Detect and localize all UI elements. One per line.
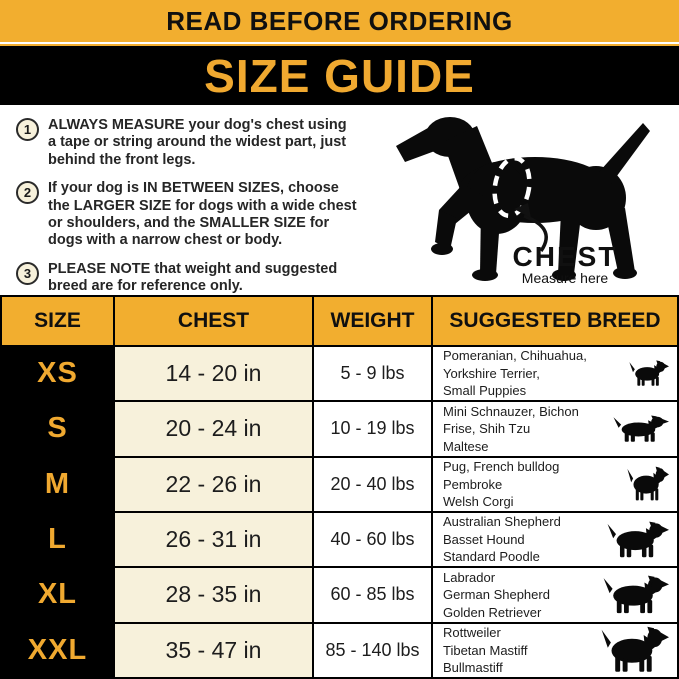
weight-cell-l: 40 - 60 lbs <box>314 513 431 566</box>
breed-list-xxl <box>443 624 528 677</box>
breed-m-line-2: Pembroke <box>443 476 503 492</box>
instruction-2-line-4: dogs with a narrow chest or body. <box>48 232 283 249</box>
breed-cell-m <box>433 458 677 511</box>
breed-m-line-1: Pug, French bulldog <box>443 459 560 475</box>
instruction-2-line-3: or shoulders, and the SMALLER SIZE for <box>48 215 330 232</box>
dachshund-icon <box>613 415 669 443</box>
basset-hound-icon <box>607 521 669 559</box>
instruction-1-line-1: ALWAYS MEASURE your dog's chest using <box>48 117 347 133</box>
chest-label: CHEST <box>512 241 618 272</box>
breed-list-l <box>443 513 561 566</box>
instruction-3-line-1: PLEASE NOTE that weight and suggested <box>48 260 338 277</box>
column-header-breed: SUGGESTED BREED <box>433 297 677 345</box>
breed-s-line-2: Frise, Shih Tzu <box>443 421 531 437</box>
breed-s-line-3: Maltese <box>443 438 489 454</box>
size-guide-title: SIZE GUIDE <box>204 49 475 102</box>
column-header-chest: CHEST <box>115 297 312 345</box>
breed-l-line-3: Standard Poodle <box>443 549 540 565</box>
weight-cell-m: 20 - 40 lbs <box>314 458 431 511</box>
mastiff-icon <box>601 626 669 674</box>
chest-cell-xxl: 35 - 47 in <box>115 624 312 677</box>
breed-xl-line-1: Labrador <box>443 569 496 585</box>
breed-cell-xs <box>433 347 677 400</box>
pug-icon <box>627 466 669 502</box>
breed-cell-xxl <box>433 624 677 677</box>
breed-xl-line-3: Golden Retriever <box>443 604 542 620</box>
chest-cell-xs: 14 - 20 in <box>115 347 312 400</box>
chest-cell-xl: 28 - 35 in <box>115 568 312 621</box>
measure-here-label: Measure here <box>521 270 609 286</box>
breed-xxl-line-3: Bullmastiff <box>443 660 503 676</box>
instruction-item-3 <box>16 261 382 296</box>
instruction-text-3 <box>48 261 337 296</box>
size-table <box>0 295 679 679</box>
weight-cell-xxl: 85 - 140 lbs <box>314 624 431 677</box>
breed-cell-xl <box>433 568 677 621</box>
size-cell-l: L <box>2 513 113 566</box>
breed-list-m <box>443 458 559 511</box>
breed-l-line-1: Australian Shepherd <box>443 514 561 530</box>
breed-cell-s <box>433 402 677 455</box>
size-cell-m: M <box>2 458 113 511</box>
instruction-number-1: 1 <box>16 118 39 141</box>
column-header-weight: WEIGHT <box>314 297 431 345</box>
breed-list-xs <box>443 347 587 400</box>
read-before-ordering-text: READ BEFORE ORDERING <box>166 5 513 36</box>
instruction-text-2 <box>48 180 357 250</box>
breed-xxl-line-1: Rottweiler <box>443 625 501 641</box>
instruction-item-1 <box>16 117 382 169</box>
size-guide-title-banner <box>0 46 679 105</box>
yorkshire-terrier-icon <box>629 360 669 387</box>
instruction-item-2 <box>16 180 382 250</box>
breed-m-line-3: Welsh Corgi <box>443 494 514 510</box>
breed-xs-line-1: Pomeranian, Chihuahua, <box>443 348 587 364</box>
size-cell-xl: XL <box>2 568 113 621</box>
weight-cell-xl: 60 - 85 lbs <box>314 568 431 621</box>
breed-list-s <box>443 403 579 456</box>
instruction-3-line-2: breed are for reference only. <box>48 278 243 295</box>
instruction-text-1 <box>48 117 347 169</box>
instruction-2-line-2: the LARGER SIZE for dogs with a wide chest <box>48 197 357 214</box>
instruction-1-line-3: behind the front legs. <box>48 151 196 168</box>
instructions-list <box>16 117 382 307</box>
breed-xl-line-2: German Shepherd <box>443 587 550 603</box>
chest-cell-s: 20 - 24 in <box>115 402 312 455</box>
breed-cell-l <box>433 513 677 566</box>
read-before-ordering-banner <box>0 0 679 42</box>
breed-s-line-1: Mini Schnauzer, Bichon <box>443 403 579 419</box>
breed-xs-line-3: Small Puppies <box>443 383 527 399</box>
chest-cell-m: 22 - 26 in <box>115 458 312 511</box>
breed-l-line-2: Basset Hound <box>443 531 525 547</box>
breed-xs-line-2: Yorkshire Terrier, <box>443 365 540 381</box>
dog-measurement-diagram <box>393 110 658 290</box>
column-header-size: SIZE <box>2 297 113 345</box>
instruction-1-line-2: a tape or string around the widest part, just <box>48 134 347 151</box>
instruction-number-2: 2 <box>16 181 39 204</box>
chest-cell-l: 26 - 31 in <box>115 513 312 566</box>
dog-silhouette-icon <box>393 110 658 290</box>
weight-cell-s: 10 - 19 lbs <box>314 402 431 455</box>
instruction-number-3: 3 <box>16 262 39 285</box>
size-cell-s: S <box>2 402 113 455</box>
weight-cell-xs: 5 - 9 lbs <box>314 347 431 400</box>
breed-xxl-line-2: Tibetan Mastiff <box>443 642 528 658</box>
instruction-2-line-1: If your dog is IN BETWEEN SIZES, choose <box>48 180 339 197</box>
size-cell-xxl: XXL <box>2 624 113 677</box>
size-cell-xs: XS <box>2 347 113 400</box>
german-shepherd-icon <box>603 575 669 615</box>
breed-list-xl <box>443 569 550 622</box>
